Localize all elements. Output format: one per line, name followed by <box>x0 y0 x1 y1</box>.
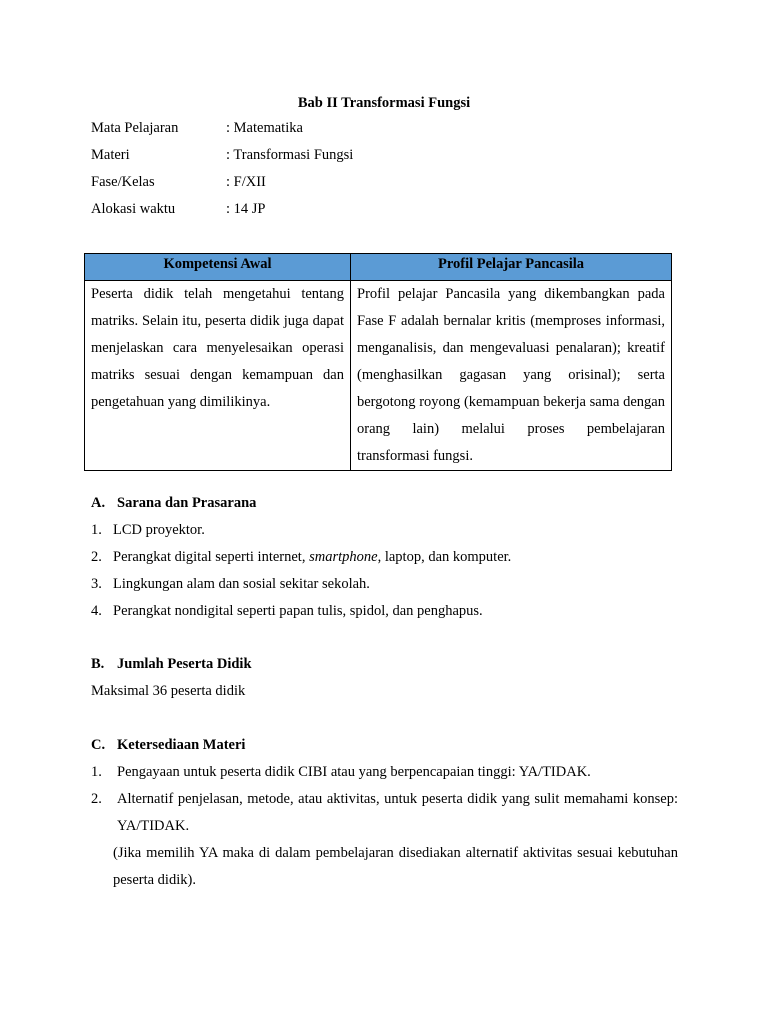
section-letter: C. <box>91 737 106 753</box>
list-text: Alternatif penjelasan, metode, atau aktivitas, untuk peserta didik yang sulit memahami konsep: YA/TIDAK. <box>117 791 678 834</box>
list-text: Lingkungan alam dan sosial sekitar sekolah. <box>113 576 370 592</box>
meta-row-material <box>91 145 353 172</box>
table-cell-pancasila-profile: Profil pelajar Pancasila yang dikembangkan pada Fase F adalah bernalar kritis (memproses informasi, menganalisis, dan mengevaluasi penalaran); kreatif (menghasilkan gagasan yang orisinal); serta bergotong royong (kemampuan bekerja sama dengan orang lain) melalui proses pembelajaran transformasi fungsi. <box>351 281 672 471</box>
list-text-italic: smartphone <box>309 549 378 565</box>
section-title: Sarana dan Prasarana <box>117 495 257 511</box>
list-number: 3. <box>91 576 102 592</box>
meta-value: : F/XII <box>226 174 266 190</box>
list-text: Pengayaan untuk peserta didik CIBI atau yang berpencapaian tinggi: YA/TIDAK. <box>117 764 591 780</box>
list-item <box>91 571 678 598</box>
list-number: 2. <box>91 549 102 565</box>
table-row <box>85 281 672 471</box>
list-item <box>91 759 678 786</box>
list-number: 4. <box>91 603 102 619</box>
meta-label: Alokasi waktu <box>91 201 176 217</box>
list-item <box>91 786 678 840</box>
list-number: 1. <box>91 764 102 780</box>
list-text: Perangkat nondigital seperti papan tulis, spidol, dan penghapus. <box>113 603 483 619</box>
section-heading <box>91 490 678 517</box>
section-material-availability <box>91 732 678 894</box>
meta-value: : Transformasi Fungsi <box>226 147 354 163</box>
list-item <box>91 598 678 625</box>
meta-block <box>91 118 353 226</box>
section-heading <box>91 732 678 759</box>
meta-label: Mata Pelajaran <box>91 120 179 136</box>
meta-row-time <box>91 199 353 226</box>
meta-label: Materi <box>91 147 130 163</box>
list-item <box>91 517 678 544</box>
section-title: Ketersediaan Materi <box>117 737 246 753</box>
section-facilities <box>91 490 678 625</box>
meta-value: : Matematika <box>226 120 303 136</box>
list-text <box>113 544 678 571</box>
list-text-part: Perangkat digital seperti internet, <box>113 549 310 565</box>
section-heading <box>91 651 678 678</box>
section-letter: B. <box>91 656 105 672</box>
section-letter: A. <box>91 495 106 511</box>
table-header-pancasila-profile: Profil Pelajar Pancasila <box>351 254 672 281</box>
meta-row-phase <box>91 172 353 199</box>
section-note: (Jika memilih YA maka di dalam pembelajaran disediakan alternatif aktivitas sesuai kebutuhan peserta didik). <box>113 845 678 888</box>
section-paragraph: Maksimal 36 peserta didik <box>91 683 246 699</box>
section-participants <box>91 651 678 705</box>
document-title: Bab II Transformasi Fungsi <box>297 95 471 111</box>
meta-value: : 14 JP <box>226 201 266 217</box>
meta-label: Fase/Kelas <box>91 174 155 190</box>
list-number: 2. <box>91 791 102 807</box>
table-header-row <box>85 254 672 281</box>
table-cell-initial-competency: Peserta didik telah mengetahui tentang matriks. Selain itu, peserta didik juga dapat menjelaskan cara menyelesaikan operasi matriks sesuai dengan kemampuan dan pengetahuan yang dimilikinya. <box>85 281 351 471</box>
table-header-initial-competency: Kompetensi Awal <box>85 254 351 281</box>
list-item <box>91 544 678 571</box>
competency-table <box>84 253 672 471</box>
list-text-part: , laptop, dan komputer. <box>377 549 512 565</box>
meta-row-subject <box>91 118 353 145</box>
section-title: Jumlah Peserta Didik <box>117 656 252 672</box>
list-number: 1. <box>91 522 102 538</box>
list-text: LCD proyektor. <box>113 522 205 538</box>
